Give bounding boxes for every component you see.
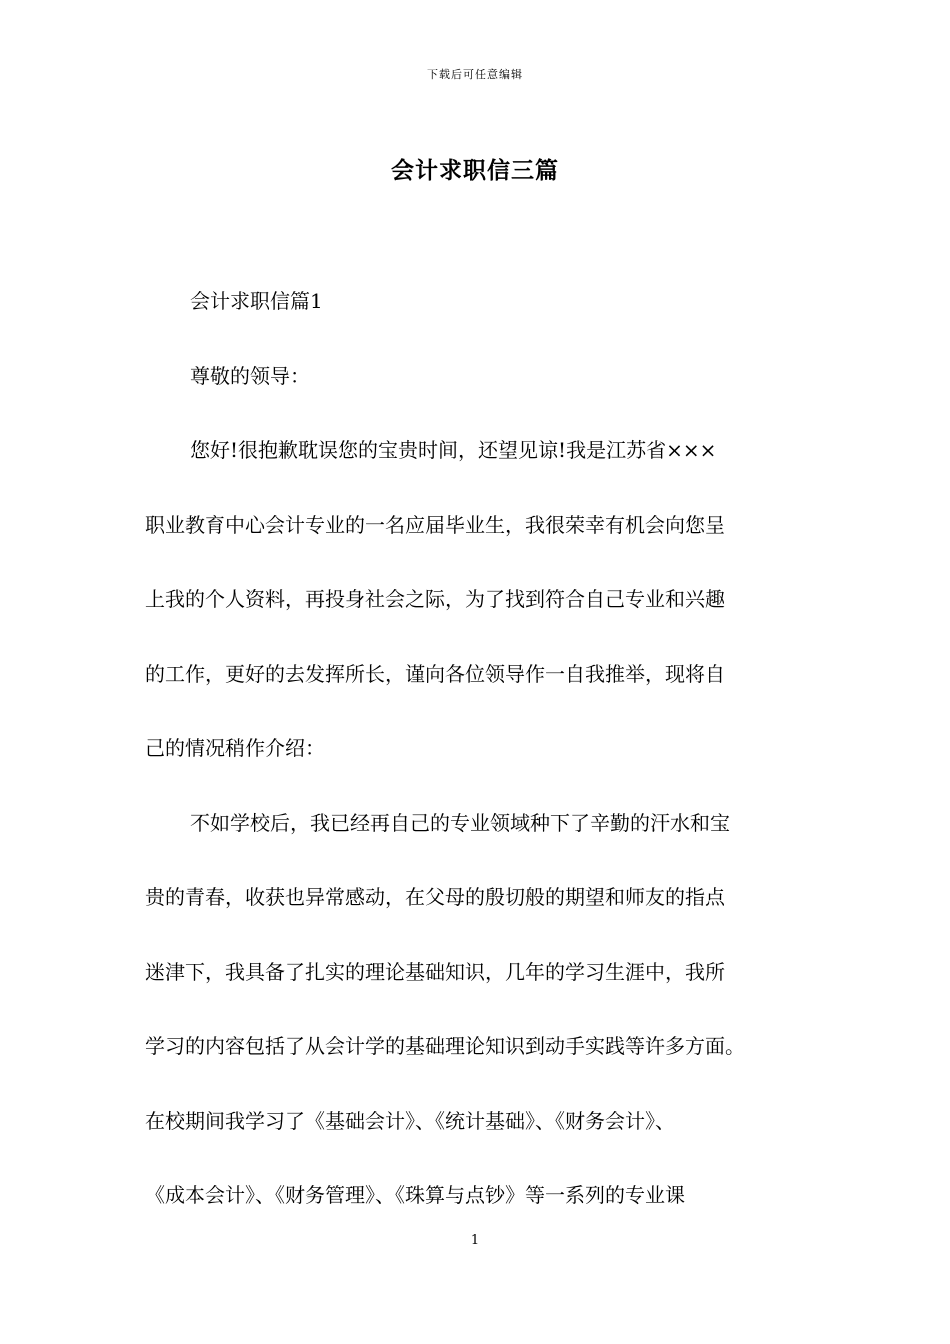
- body-line: 的工作，更好的去发挥所长，谨向各位领导作一自我推举，现将自: [145, 662, 725, 686]
- body-line: 学习的内容包括了从会计学的基础理论知识到动手实践等许多方面。: [145, 1034, 745, 1058]
- body-line: 己的情况稍作介绍：: [145, 736, 325, 760]
- section-heading: 会计求职信篇1: [190, 289, 323, 313]
- document-title: 会计求职信三篇: [391, 157, 559, 184]
- body-line: 《成本会计》、《财务管理》、《珠算与点钞》等一系列的专业课: [145, 1183, 685, 1207]
- body-line: 上我的个人资料，再投身社会之际，为了找到符合自己专业和兴趣: [145, 587, 725, 611]
- page-number: 1: [470, 1233, 480, 1248]
- body-line: 您好!很抱歉耽误您的宝贵时间，还望见谅!我是江苏省×××: [190, 438, 717, 462]
- header-note: 下载后可任意编辑: [427, 68, 523, 81]
- body-line: 在校期间我学习了《基础会计》、《统计基础》、《财务会计》、: [145, 1109, 675, 1133]
- body-line: 不如学校后，我已经再自己的专业领域种下了辛勤的汗水和宝: [190, 811, 730, 835]
- salutation: 尊敬的领导：: [190, 364, 310, 388]
- body-line: 职业教育中心会计专业的一名应届毕业生，我很荣幸有机会向您呈: [145, 513, 725, 537]
- body-line: 贵的青春，收获也异常感动，在父母的殷切般的期望和师友的指点: [145, 885, 725, 909]
- body-line: 迷津下，我具备了扎实的理论基础知识，几年的学习生涯中，我所: [145, 960, 725, 984]
